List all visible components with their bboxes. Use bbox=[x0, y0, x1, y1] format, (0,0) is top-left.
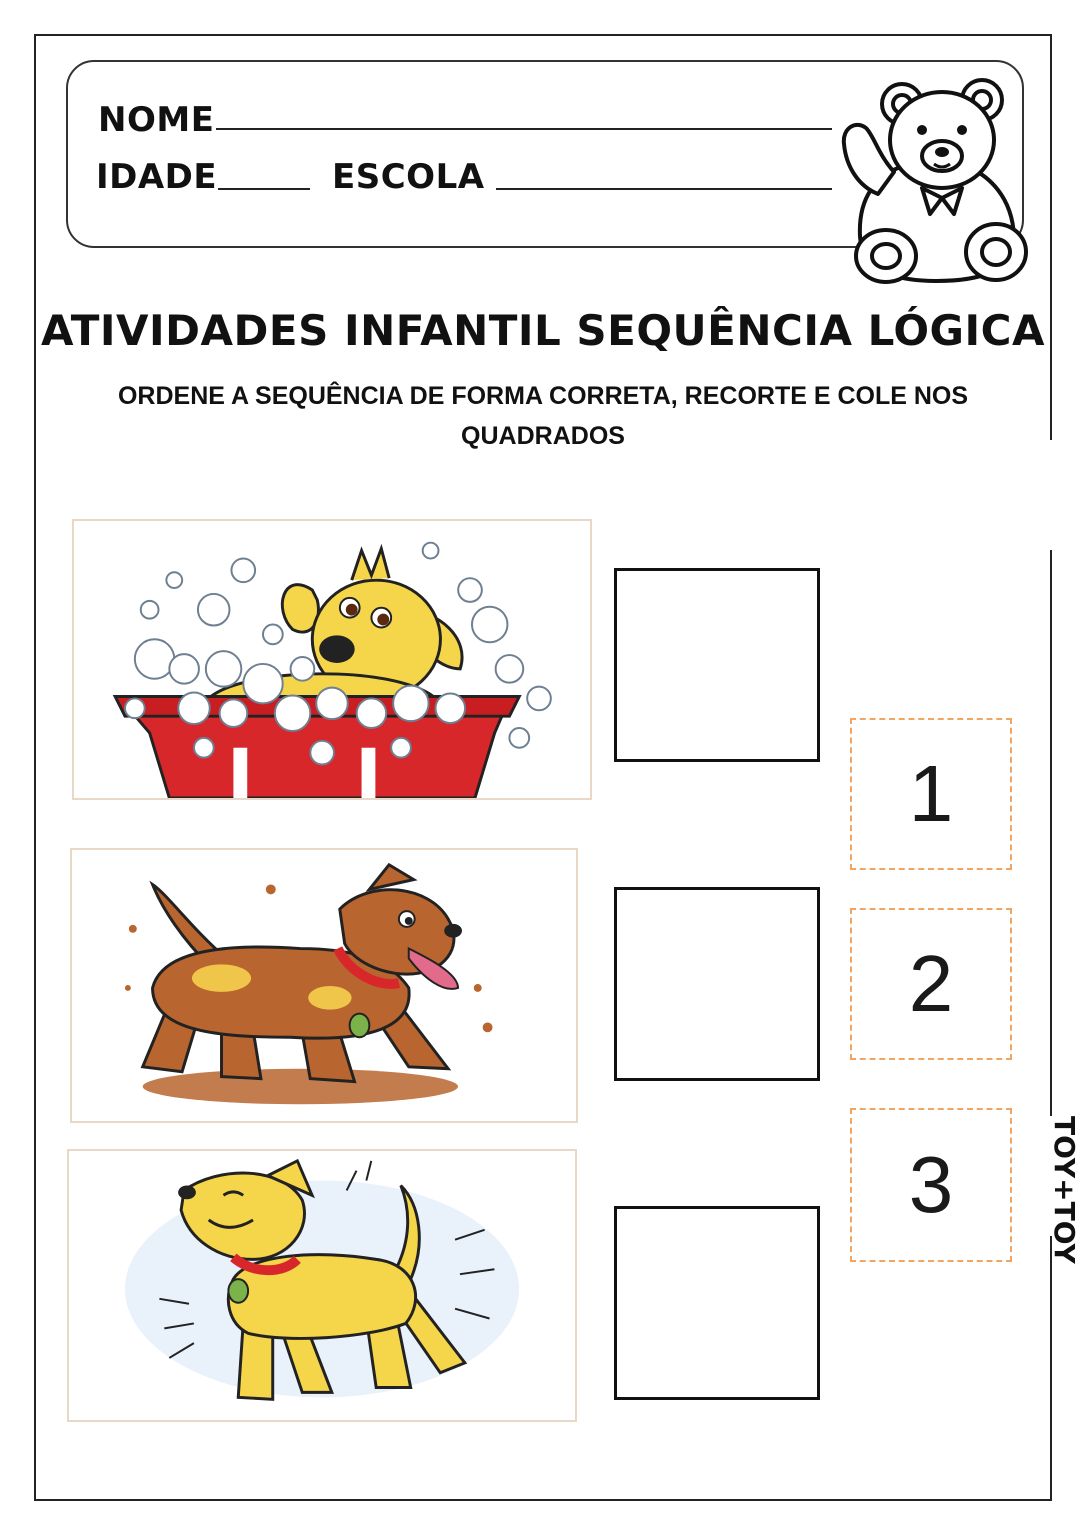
answer-box-2[interactable] bbox=[614, 887, 820, 1081]
picture-card-2[interactable] bbox=[70, 848, 578, 1123]
picture-card-3[interactable] bbox=[67, 1149, 577, 1422]
school-label: ESCOLA bbox=[332, 157, 485, 197]
worksheet-instructions: ORDENE A SEQUÊNCIA DE FORMA CORRETA, RECORTE E COLE NOS QUADRADOS bbox=[117, 382, 969, 450]
age-field[interactable] bbox=[218, 188, 310, 190]
answer-box-1[interactable] bbox=[614, 568, 820, 762]
number-card-1[interactable]: 1 bbox=[850, 718, 1012, 870]
brand-watermark: TOY+TOY bbox=[1045, 1116, 1081, 1236]
muddy-dog-icon bbox=[72, 850, 576, 1121]
number-card-3[interactable]: 3 bbox=[850, 1108, 1012, 1262]
name-field[interactable] bbox=[216, 128, 832, 130]
picture-card-1[interactable] bbox=[72, 519, 592, 800]
age-label: IDADE bbox=[96, 157, 218, 197]
worksheet-title: ATIVIDADES INFANTIL SEQUÊNCIA LÓGICA bbox=[41, 306, 1045, 355]
teddy-bear-icon bbox=[838, 76, 1034, 286]
clean-happy-dog-icon bbox=[69, 1151, 575, 1420]
answer-box-3[interactable] bbox=[614, 1206, 820, 1400]
name-label: NOME bbox=[98, 100, 215, 140]
dog-bathing-in-tub-icon bbox=[74, 521, 590, 798]
school-field[interactable] bbox=[496, 188, 832, 190]
number-card-2[interactable]: 2 bbox=[850, 908, 1012, 1060]
frame-gap bbox=[1046, 440, 1056, 550]
